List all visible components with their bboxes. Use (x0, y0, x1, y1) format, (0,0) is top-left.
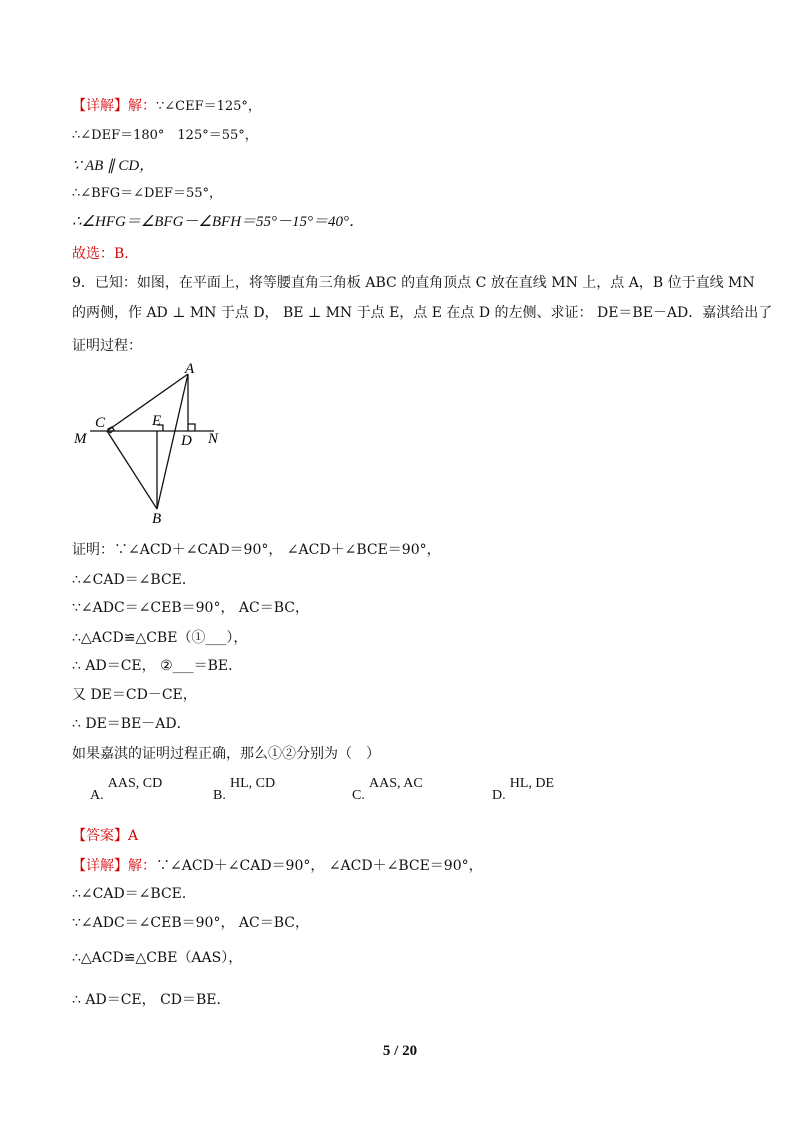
solution-label: 【详解】 (72, 858, 128, 874)
option-d[interactable] (492, 776, 555, 804)
solution-step-5: ∴ AD＝CE， CD＝BE． (72, 992, 231, 1008)
answer-label: 【答案】 (72, 828, 128, 844)
segment-ca (107, 374, 188, 431)
geometry-figure (68, 362, 248, 532)
top-step-3: ∵ AB ∥ CD， (72, 158, 155, 174)
proof-line-4: ∴△ACD≌△CBE（①___）， (72, 630, 248, 646)
answer-value: A (128, 828, 139, 844)
label-b: B (152, 511, 162, 527)
question-line-2: 的两侧，作 AD ⊥ MN 于点 D， BE ⊥ MN 于点 E，点 E 在点 D 的左侧、求证： DE＝BE－AD．嘉淇给出了 (72, 305, 773, 321)
page-number: 5 / 20 (382, 1043, 418, 1059)
option-d-value: HL, DE (509, 776, 555, 791)
answer-line (72, 826, 138, 846)
option-a[interactable] (90, 776, 163, 804)
label-n: N (208, 431, 219, 447)
question-line-1: 9．已知：如图，在平面上，将等腰直角三角板 ABC 的直角顶点 C 放在直线 MN 上，点 A，B 位于直线 MN (72, 275, 755, 291)
option-a-label: A. (90, 788, 104, 803)
proof-line-1: 证明：∵∠ACD＋∠CAD＝90°， ∠ACD＋∠BCE＝90°， (72, 542, 441, 558)
top-solution-line-1 (72, 96, 261, 117)
top-step-2: ∴∠DEF＝180° 125°＝55°， (72, 128, 258, 143)
option-d-label: D. (492, 788, 506, 803)
label-c: C (95, 415, 106, 431)
top-step-5: ∴∠HFG＝∠BFG－∠BFH＝55°－15°＝40°． (72, 214, 365, 230)
option-c-label: C. (352, 788, 365, 803)
proof-line-7: ∴ DE＝BE－AD． (72, 716, 191, 732)
proof-line-6: 又 DE＝CD－CE， (72, 687, 197, 703)
label-m: M (74, 431, 87, 447)
solution-line-1 (72, 856, 483, 876)
figure-lines (90, 374, 214, 509)
detail-label: 【详解】 (72, 98, 128, 114)
segment-cb (107, 431, 157, 509)
proof-line-2: ∴∠CAD＝∠BCE． (72, 572, 196, 588)
proof-line-3: ∵∠ADC＝∠CEB＝90°， AC＝BC， (72, 600, 309, 616)
top-choice: 故选：B． (72, 246, 139, 262)
label-a: A (185, 362, 195, 377)
option-b-value: HL, CD (229, 776, 276, 791)
right-angle-d (188, 424, 195, 431)
label-e: E (152, 413, 162, 429)
option-b-label: B. (213, 788, 226, 803)
solution-step-3: ∵∠ADC＝∠CEB＝90°， AC＝BC， (72, 915, 309, 931)
solution-step-2: ∴∠CAD＝∠BCE． (72, 886, 196, 902)
top-step-1: ∵∠CEF＝125°， (156, 99, 261, 114)
option-a-value: AAS, CD (107, 776, 163, 791)
option-c[interactable] (352, 776, 423, 804)
question-line-3: 证明过程： (72, 338, 142, 354)
solution-intro: 解： (128, 858, 156, 874)
question-ask: 如果嘉淇的证明过程正确，那么①②分别为（ ） (72, 746, 380, 762)
solution-step-1: ∵∠ACD＋∠CAD＝90°， ∠ACD＋∠BCE＝90°， (156, 858, 483, 874)
detail-intro: 解： (128, 98, 156, 114)
top-step-4: ∴∠BFG＝∠DEF＝55°， (72, 186, 222, 201)
proof-line-5: ∴ AD＝CE， ②___＝BE． (72, 658, 243, 674)
option-b[interactable] (213, 776, 276, 804)
solution-step-4: ∴△ACD≌△CBE（AAS）， (72, 950, 243, 966)
option-c-value: AAS, AC (368, 776, 423, 791)
right-angle-c (108, 427, 114, 433)
label-d: D (181, 433, 192, 449)
